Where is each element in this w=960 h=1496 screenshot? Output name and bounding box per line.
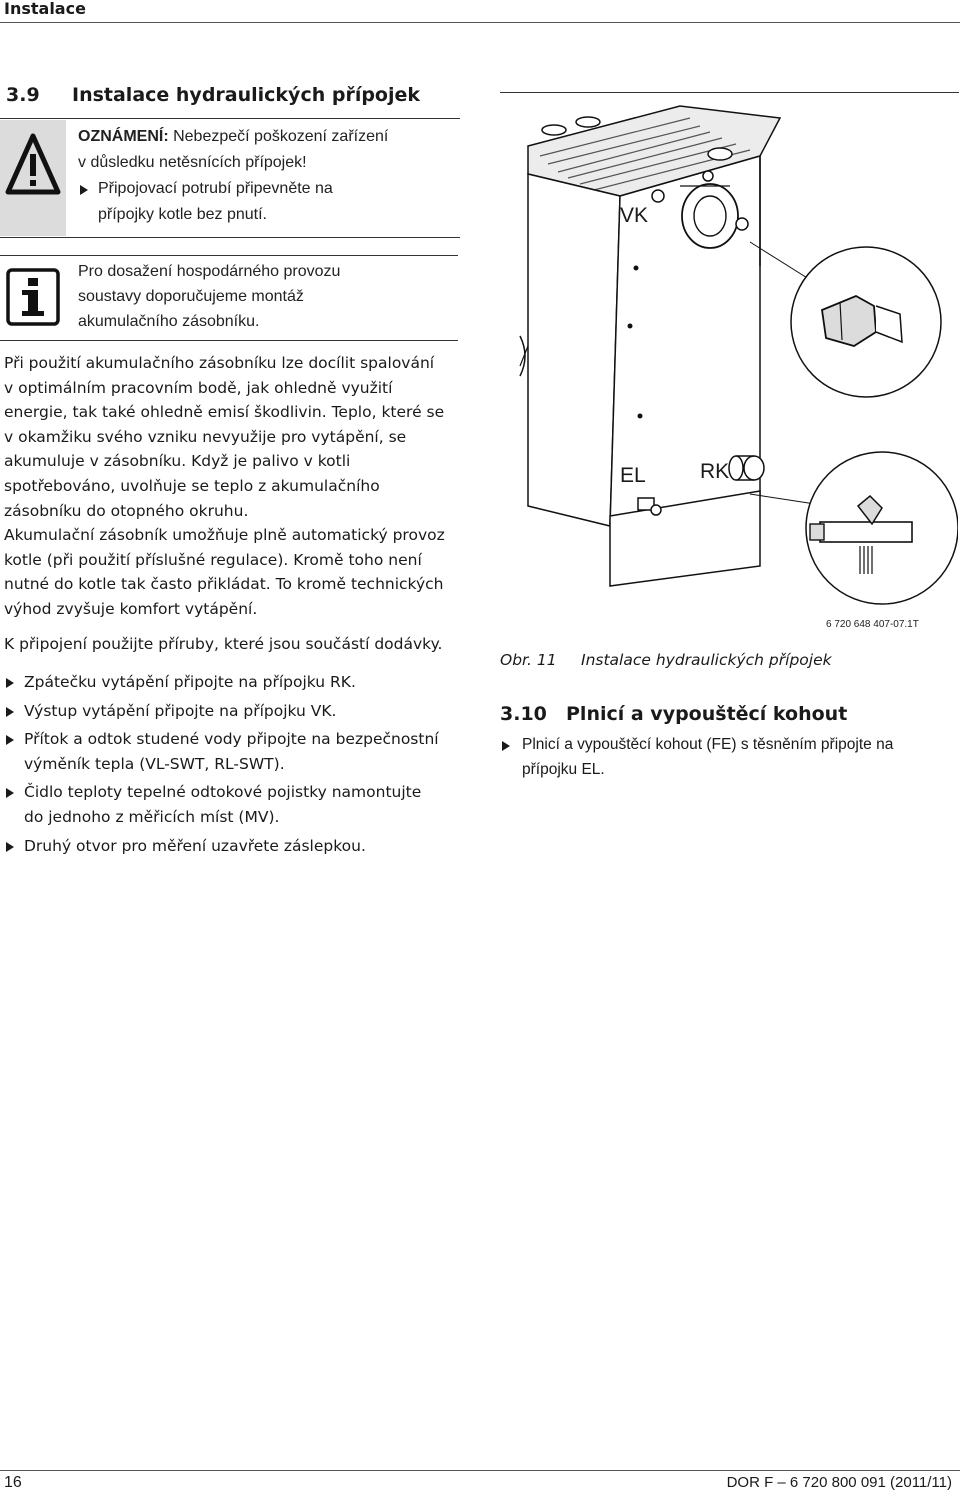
- footer-divider: [0, 1470, 960, 1471]
- bullet-triangle-icon: [6, 707, 14, 717]
- notice-bullet: [78, 176, 458, 202]
- document-reference: DOR F – 6 720 800 091 (2011/11): [726, 1474, 952, 1491]
- step-line: Výstup vytápění připojte na přípojku VK.: [24, 701, 337, 720]
- steps-list: [4, 670, 474, 858]
- bullet-triangle-icon: [6, 842, 14, 852]
- paragraph-line: energie, tak také ohledně emisí škodlivin. Teplo, které se: [4, 403, 445, 422]
- section-title: Instalace hydraulických přípojek: [72, 84, 421, 106]
- boiler-illustration: [510, 96, 958, 620]
- info-icon: [6, 268, 60, 330]
- bullet-triangle-icon: [502, 741, 510, 751]
- paragraph-line: nutné do kotle tak často přikládat. To kromě technických: [4, 575, 444, 594]
- list-item: [4, 699, 474, 724]
- warning-icon-panel: [0, 120, 66, 236]
- paragraph-line: zásobníku do otopného okruhu.: [4, 501, 249, 520]
- label-el: EL: [620, 464, 646, 487]
- bullet-triangle-icon: [6, 735, 14, 745]
- section-title: Plnicí a vypouštěcí kohout: [566, 703, 848, 725]
- notice-line1: Nebezpečí poškození zařízení: [168, 128, 389, 145]
- bullet-triangle-icon: [80, 185, 88, 195]
- list-item: [4, 670, 474, 695]
- figure-caption: [500, 651, 832, 669]
- paragraph-line: v okamžiku svého vzniku nevyužije pro vytápění, se: [4, 427, 407, 446]
- bullet-line2: přípojku EL.: [522, 761, 605, 778]
- label-vk: VK: [620, 204, 649, 227]
- info-text: [78, 259, 448, 334]
- running-header: Instalace: [4, 0, 86, 18]
- warning-triangle-icon: [0, 120, 66, 236]
- info-line3: akumulačního zásobníku.: [78, 313, 260, 330]
- paragraph-line: v optimálním pracovním bodě, jak ohledně využití: [4, 378, 393, 397]
- step-line: Přítok a odtok studené vody připojte na bezpečnostní: [24, 730, 439, 749]
- step-line: Druhý otvor pro měření uzavřete záslepkou.: [24, 836, 366, 855]
- section-number: 3.10: [500, 703, 547, 725]
- step-line: do jednoho z měřicích míst (MV).: [24, 807, 280, 826]
- info-line1: Pro dosažení hospodárného provozu: [78, 263, 341, 280]
- header-divider: [0, 22, 960, 23]
- paragraph-line: Akumulační zásobník umožňuje plně automatický provoz: [4, 526, 445, 545]
- section-3-10-bullet: [500, 732, 958, 782]
- paragraph-line: Při použití akumulačního zásobníku lze docílit spalování: [4, 354, 435, 372]
- bullet-triangle-icon: [6, 678, 14, 688]
- intro-sentence: K připojení použijte příruby, které jsou součástí dodávky.: [4, 635, 443, 653]
- figure-code: 6 720 648 407-07.1T: [826, 619, 919, 630]
- list-item: [4, 727, 474, 776]
- notice-label: OZNÁMENÍ:: [78, 128, 169, 145]
- notice-bullet-line2: přípojky kotle bez pnutí.: [98, 206, 267, 223]
- list-item: [4, 780, 474, 829]
- info-line2: soustavy doporučujeme montáž: [78, 288, 304, 305]
- caption-text: Instalace hydraulických přípojek: [581, 651, 832, 669]
- bullet-triangle-icon: [6, 788, 14, 798]
- notice-line2: v důsledku netěsnících přípojek!: [78, 154, 307, 171]
- notice-text: [78, 124, 458, 228]
- paragraph-line: výhod zvyšuje komfort vytápění.: [4, 599, 258, 618]
- step-line: Zpátečku vytápění připojte na přípojku RK.: [24, 673, 356, 691]
- notice-bullet-line1: Připojovací potrubí připevněte na: [98, 180, 333, 197]
- step-line: Čidlo teploty tepelné odtokové pojistky namontujte: [24, 783, 422, 802]
- bullet-line1: Plnicí a vypouštěcí kohout (FE) s těsněním připojte na: [522, 736, 894, 753]
- section-number: 3.9: [6, 84, 40, 106]
- step-line: výměník tepla (VL-SWT, RL-SWT).: [24, 754, 285, 773]
- list-item: [4, 834, 474, 859]
- section-heading-3-9: [6, 83, 420, 107]
- label-rk: RK: [700, 460, 730, 483]
- page-number: 16: [4, 1474, 22, 1491]
- paragraph-line: spotřebováno, uvolňuje se teplo z akumulačního: [4, 476, 380, 495]
- caption-number: Obr. 11: [500, 651, 557, 669]
- paragraph-line: kotle (při použití příslušné regulace). Kromě toho není: [4, 550, 422, 569]
- section-heading-3-10: [500, 702, 847, 726]
- body-paragraph: [4, 351, 474, 622]
- paragraph-line: akumuluje v zásobníku. Když je palivo v kotli: [4, 452, 351, 471]
